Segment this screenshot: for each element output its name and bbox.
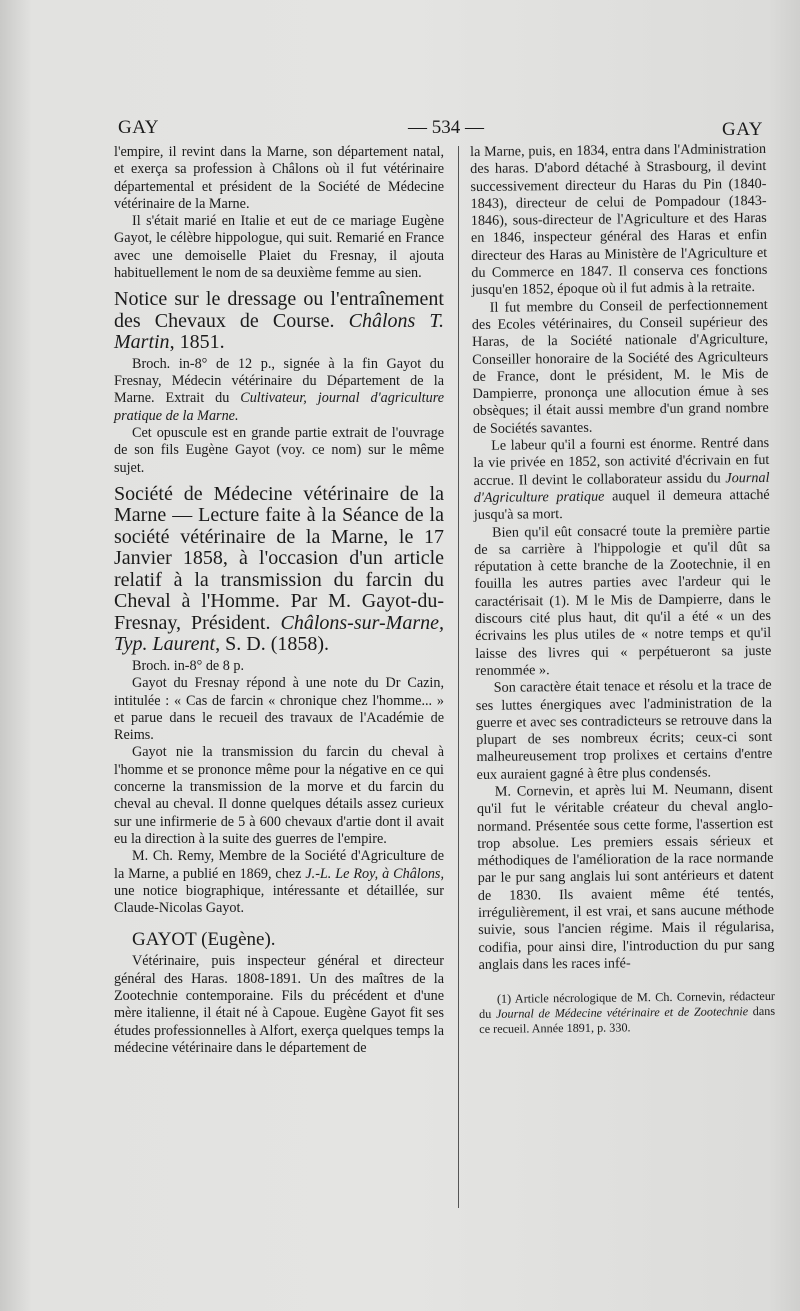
italic-run: Journal d'Agriculture pratique [473, 469, 770, 506]
paragraph: Gayot nie la transmission du farcin du cheval à l'homme et se prononce même pour la négative en ce qui concerne la transmission de la morve et du farcin du cheval au cheval. Il donne quelques détails assez curieux sur une infirmerie de 5 à 600 chevaux d'artie dont il avait eu la direction à la suite des guerres de l'empire. [114, 744, 444, 847]
text-run: , une notice biographique, intéressante et détaillée, sur Claude-Nicolas Gayot. [114, 865, 444, 917]
left-column [114, 144, 444, 1057]
text-run: auquel il demeura attaché jusqu'à sa mort. [473, 486, 770, 524]
header-right-title: GAY [722, 119, 763, 140]
text-run: dans ce recueil. Année 1891, p. 330. [479, 1004, 776, 1037]
paragraph: Bien qu'il eût consacré toute la première partie de sa carrière à l'hippologie et qu'il dût sa réputation à cette branche de la Zootechnie, il en fouilla les autres parties avec l'ardeur qui le caractérisait (1). M le Mis de Dampierre, dans le discours cité plus haut, dit qu'il a été « un des écrivains les plus utiles de « notre temps et qu'il laisse des livres qui « perpétueront sa juste renommée ». [474, 521, 772, 679]
paragraph: Il fut membre du Conseil de perfectionnement des Ecoles vétérinaires, du Conseil supérieur des Haras, de la Société nationale d'Agriculture, Conseiller honoraire de la Société des Agriculteurs de France, dont le président, M. le Mis de Dampierre, prononça une allocution émue à ses obsèques; il était aussi membre d'un grand nombre de Sociétés savantes. [471, 296, 769, 437]
entry-year: , S. D. (1858). [215, 633, 330, 656]
column-divider [458, 146, 459, 1208]
header-left-title: GAY [118, 117, 159, 138]
right-column [470, 141, 775, 1037]
entry-title-notice [114, 289, 444, 354]
entry-title-text: Société de Médecine vétérinaire de la Marne — Lecture faite à la Séance de la société vétérinaire de la Marne, le 17 Janvier 1858, à l'occasion d'un article relatif à la transmission du farcin du Cheval à l'Homme. Par M. Gayot-du-Fresnay, Président. [114, 482, 444, 634]
paragraph: la Marne, puis, en 1834, entra dans l'Administration des haras. D'abord détaché à Strasbourg, il devint successivement directeur du Haras du Pin (1840-1843), directeur de celui de Pompadour (1843-1846), sous-directeur de l'Agriculture et des Haras en 1846, inspecteur général des Haras et enfin directeur des Haras au Ministère de l'Agriculture et du Commerce en 1847. Il conserva ces fonctions jusqu'en 1852, époque où il fut admis à la retraite. [470, 140, 768, 299]
paragraph [114, 356, 444, 425]
entry-year: , 1851. [169, 331, 225, 354]
entry-publisher: Châlons T. Martin [114, 309, 445, 354]
paragraph: Cet opuscule est en grande partie extrait de l'ouvrage de son fils Eugène Gayot (voy. ce nom) sur le même sujet. [114, 425, 444, 476]
text-run: (1) Article nécrologique de M. Ch. Cornevin, rédacteur du [479, 989, 776, 1022]
paragraph: Gayot du Fresnay répond à une note du Dr Cazin, intitulée : « Cas de farcin « chronique chez l'homme... » et parue dans le recueil des travaux de l'Académie de Reims. [114, 675, 444, 744]
italic-run: Journal de Médecine vétérinaire et de Zootechnie [495, 1004, 749, 1022]
entry-heading-gayot-eugene: GAYOT (Eugène). [132, 929, 276, 951]
page-number: — 534 — [408, 117, 484, 138]
paragraph [473, 435, 770, 525]
paragraph: M. Cornevin, et après lui M. Neumann, disent qu'il fut le véritable créateur du cheval anglo-normand. Présentée sous cette forme, l'assertion est trop absolue. Les premiers essais sérieux et méthodiques de l'amélioration de la race normande par le pur sang anglais lui sont antérieurs et datent de 1830. Ils avaient même été tentés, irrégulièrement, il est vrai, et sans aucune méthode suivie, sous l'ancien régime. Mais il régularisa, codifia, pour ainsi dire, l'introduction du pur sang anglais dans les races infé- [476, 780, 775, 973]
text-run: Le labeur qu'il a fourni est énorme. Rentré dans la vie privée en 1852, son activité d'écrivain en fut accrue. Il devint le collaborateur assidu du [473, 434, 770, 489]
paragraph: Broch. in-8° de 8 p. [132, 657, 245, 674]
paragraph: Il s'était marié en Italie et eut de ce mariage Eugène Gayot, le célèbre hippologue, qui suit. Remarié en France avec une demoiselle Plaiet du Fresnay, il ajouta habituellement le nom de sa deuxième femme au sien. [114, 213, 444, 282]
entry-publisher: Châlons-sur-Marne, Typ. Laurent [114, 611, 444, 656]
paragraph: Son caractère était tenace et résolu et la trace de ses luttes énergiques avec l'administration de la guerre et avec ses contradicteurs se retrouve dans la plupart de ses nombreux écrits; ceux-ci sont malheureusement trop prolixes et certains d'entre eux auraient gagné à être plus condensés. [475, 677, 773, 783]
text-run: M. Ch. Remy, Membre de la Société d'Agriculture de la Marne, a publié en 1869, chez [114, 848, 444, 882]
footnote [479, 989, 775, 1037]
italic-run: J.-L. Le Roy, à Châlons [305, 865, 441, 882]
entry-title-societe [114, 484, 444, 656]
italic-run: Cultivateur, journal d'agriculture pratique de la Marne. [114, 390, 444, 424]
text-run: Broch. in-8° de 12 p., signée à la fin Gayot du Fresnay, Médecin vétérinaire du Département de la Marne. Extrait du [114, 355, 444, 407]
paragraph: l'empire, il revint dans la Marne, son département natal, et exerça sa profession à Châlons où il fut vétérinaire départemental et président de la Société de Médecine vétérinaire de la Marne. [114, 144, 444, 212]
entry-title-text: Notice sur le dressage ou l'entraînement des Chevaux de Course. [114, 288, 444, 332]
paragraph [114, 848, 444, 917]
paragraph: Vétérinaire, puis inspecteur général et directeur général des Haras. 1808-1891. Un des maîtres de la Zootechnie contemporaine. Fils du précédent et d'une mère italienne, il était né à Capoue. Eugène Gayot fit ses études professionnelles à Alfort, exerça quelques temps la médecine vétérinaire dans le département de [114, 953, 444, 1056]
